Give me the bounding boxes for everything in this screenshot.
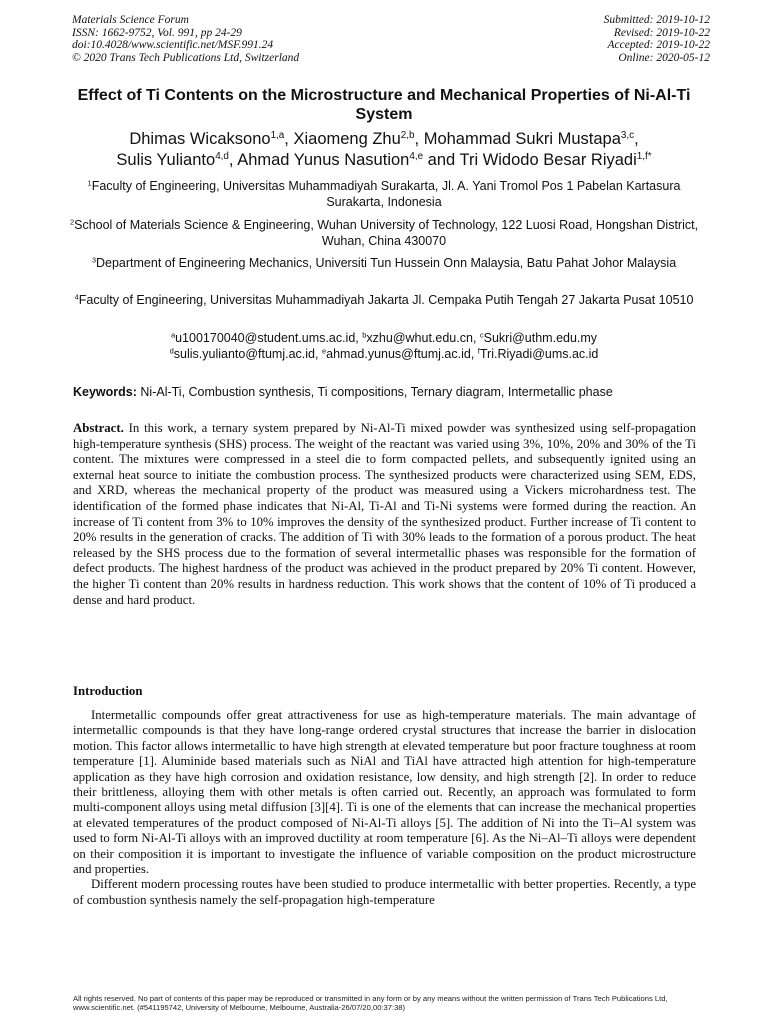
author: Mohammad Sukri Mustapa$^{3,c}$, bbox=[423, 130, 639, 148]
dates-header bbox=[604, 14, 710, 64]
paragraph: Different modern processing routes have been studied to produce intermetallic with better properties. Recently, a type of combustion synthesis namely the self-propagation high-temperature bbox=[73, 877, 696, 907]
email: $^c$Sukri@uthm.edu.my bbox=[479, 330, 598, 345]
journal-doi: doi:10.4028/www.scientific.net/MSF.991.24 bbox=[72, 39, 274, 51]
abstract-label: Abstract. bbox=[73, 421, 124, 435]
email-list bbox=[60, 331, 708, 362]
keywords bbox=[73, 385, 713, 400]
email: $^e$ahmad.yunus@ftumj.ac.id, bbox=[321, 346, 478, 361]
section-heading-introduction: Introduction bbox=[73, 684, 143, 698]
journal-issn: ISSN: 1662-9752, Vol. 991, pp 24-29 bbox=[72, 26, 242, 39]
author: Tri Widodo Besar Riyadi$^{1,f*}$ bbox=[459, 151, 652, 169]
abstract bbox=[73, 421, 696, 608]
abstract-text: In this work, a ternary system prepared by Ni-Al-Ti mixed powder was synthesized using self-propagation high-temperature synthesis (SHS) process. The weight of the reactant was varied using 3%, 10%, 20% and 30% of the Ti content. The mixtures were compressed in a steel die to form compacted pellets, and subsequently ignited using an external heat source to initiate the combustion process. The synthesized products were characterized using SEM, EDS, and XRD, whereas the mechanical property of the product was measured using a Vickers microhardness test. The identification of the formed phase indicates that Ni-Al, Ti-Al and Ti-Ni systems were formed during the reaction. An increase of Ti content from 3% to 10% improves the density of the synthesized product. Further increase of Ti content to 20% results in the generation of cracks. The addition of Ti with 30% leads to the formation of a porous product. The heat released by the SHS process due to the formation of several intermetallic phases was responsible for the formation of defect products. The highest hardness of the product was achieved in the product prepared by 20% Ti content. However, the higher Ti content than 20% results in hardness reduction. This work shows that the content of 10% of Ti produced a dense and hard product. bbox=[73, 421, 696, 607]
email: $^f$Tri.Riyadi@ums.ac.id bbox=[477, 346, 599, 361]
affiliation-1: $^1$Faculty of Engineering, Universitas Muhammadiyah Surakarta, Jl. A. Yani Tromol Pos 1 Pabelan Kartasura Surakarta, Indonesia bbox=[87, 178, 681, 209]
date-submitted: Submitted: 2019-10-12 bbox=[603, 14, 710, 26]
email: $^a$u100170040@student.ums.ac.id, bbox=[170, 330, 363, 345]
author: Dhimas Wicaksono$^{1,a}$, bbox=[129, 130, 294, 148]
affiliation-3: $^3$Department of Engineering Mechanics, Universiti Tun Hussein Onn Malaysia, Batu Pahat Johor Malaysia bbox=[91, 255, 677, 270]
introduction-body bbox=[73, 708, 696, 908]
email: $^b$xzhu@whut.edu.cn, bbox=[362, 330, 480, 345]
copyright-footer: All rights reserved. No part of contents of this paper may be reproduced or transmitted in any form or by any means without the written permission of Trans Tech Publications Ltd, www.scientific.net. (#541195742, University of Melbourne, Melbourne, Australia-26/07/20,00:37:38) bbox=[73, 994, 668, 1012]
paragraph: Intermetallic compounds offer great attractiveness for use as high-temperature materials. The main advantage of intermetallic compounds is that they have long-range ordered crystal structures that increase the barrier in dislocation motion. This factor allows intermetallic to have high strength at elevated temperature but poor fracture toughness at room temperature [1]. Aluminide based materials such as NiAl and TiAl have attracted high attention for high-temperature application as they have high corrosion and oxidation resistance, low density, and high strength [2]. In order to reduce their brittleness, alloying them with other metals is often carried out. Recently, an approach was formulated to form multi-component alloys using metal diffusion [3][4]. Ti is one of the elements that can increase the mechanical properties at elevated temperatures of the product composed of Ni-Al-Ti alloys [5]. The addition of Ni into the Ti–Al system was used to form Ni-Al-Ti alloys with an improved ductility at room temperature [6]. As the Ni–Al–Ti alloys were dependent on their composition it is important to investigate the influence of variable composition on the product microstructure and properties. bbox=[73, 708, 696, 877]
author: Xiaomeng Zhu$^{2,b}$, bbox=[293, 130, 424, 148]
author: Sulis Yulianto$^{4,d}$, bbox=[116, 151, 238, 169]
date-accepted: Accepted: 2019-10-22 bbox=[607, 39, 710, 51]
keywords-text: Ni-Al-Ti, Combustion synthesis, Ti compositions, Ternary diagram, Intermetallic phase bbox=[140, 385, 613, 399]
affiliation-4: $^4$Faculty of Engineering, Universitas Muhammadiyah Jakarta Jl. Cempaka Putih Tengah 27 Jakarta Pusat 10510 bbox=[74, 292, 694, 307]
date-online: Online: 2020-05-12 bbox=[618, 51, 710, 64]
author-list bbox=[60, 129, 708, 171]
keywords-label: Keywords: bbox=[73, 385, 137, 399]
paper-title: Effect of Ti Contents on the Microstructure and Mechanical Properties of Ni-Al-Ti System bbox=[77, 87, 691, 123]
date-revised: Revised: 2019-10-22 bbox=[613, 26, 710, 39]
affiliation-2: $^2$School of Materials Science & Engineering, Wuhan University of Technology, 122 Luosi Road, Hongshan District, Wuhan, China 430070 bbox=[69, 217, 699, 248]
email: $^d$sulis.yulianto@ftumj.ac.id, bbox=[169, 346, 322, 361]
author: Ahmad Yunus Nasution$^{4,e}$ and bbox=[237, 151, 460, 169]
journal-copyright: © 2020 Trans Tech Publications Ltd, Switzerland bbox=[72, 51, 300, 64]
journal-name: Materials Science Forum bbox=[72, 14, 189, 26]
journal-header bbox=[72, 14, 299, 64]
